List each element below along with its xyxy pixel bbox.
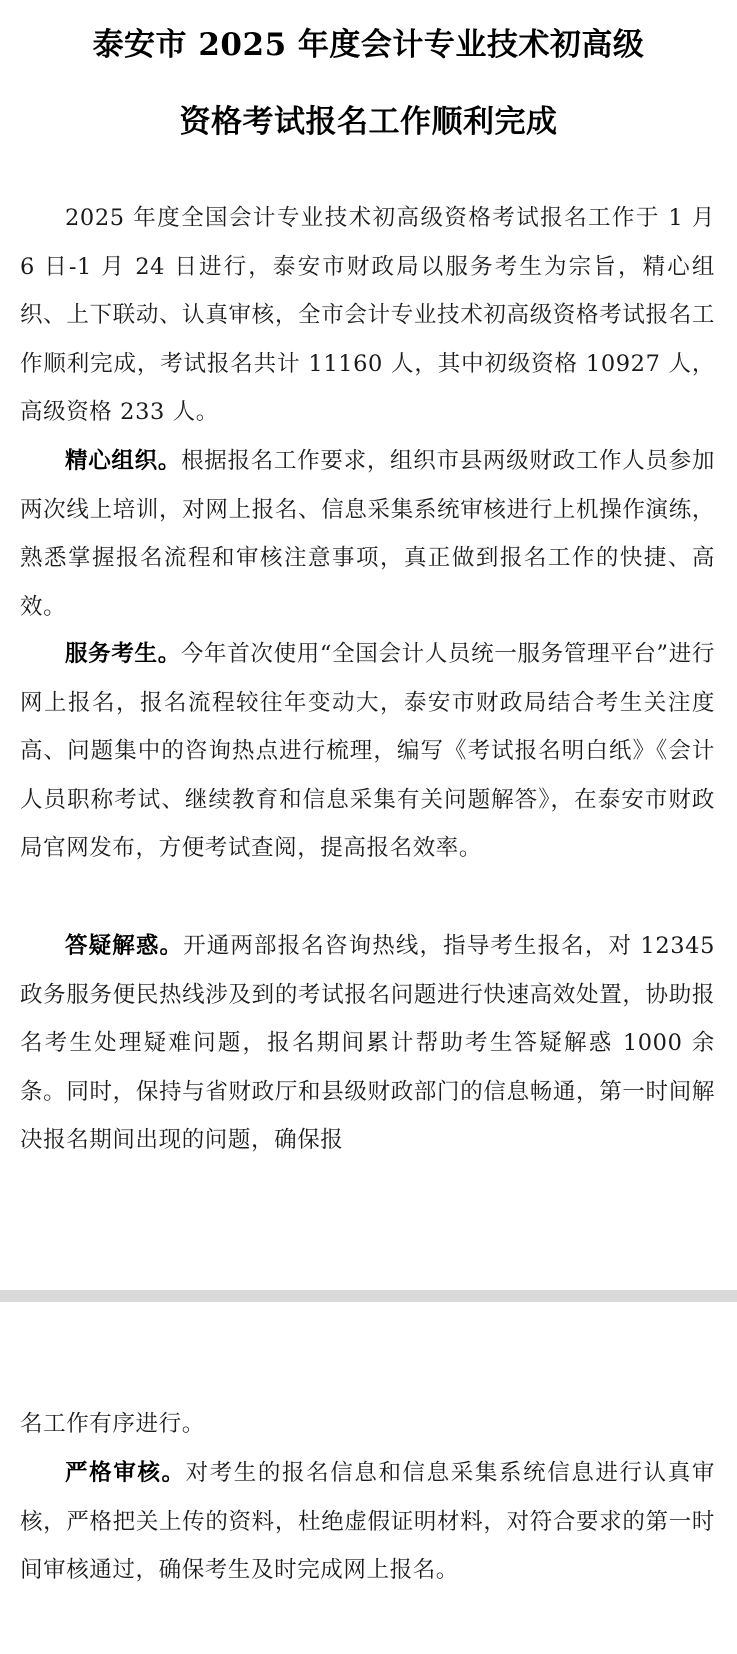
paragraph-service-lead: 服务考生。 <box>65 641 181 667</box>
paragraph-review-lead: 严格审核。 <box>65 1460 186 1486</box>
document-title-line-1: 泰安市 2025 年度会计专业技术初高级 <box>92 27 645 63</box>
paragraph-intro-text: 2025 年度全国会计专业技术初高级资格考试报名工作于 1 月 6 日-1 月 24 日进行，泰安市财政局以服务考生为宗旨，精心组织、上下联动、认真审核，全市会计专业技术初高级资格考试报名工作顺利完成，考试报名共计 11160 人，其中初级资格 10927 人，高级资格 233 人。 <box>20 205 715 425</box>
paragraph-review <box>20 1449 715 1595</box>
paragraph-review-text: 对考生的报名信息和信息采集系统信息进行认真审核，严格把关上传的资料，杜绝虚假证明材料，对符合要求的第一时间审核通过，确保考生及时完成网上报名。 <box>20 1460 715 1583</box>
paragraph-organization <box>20 437 715 631</box>
paragraph-answering <box>20 922 715 1165</box>
document-title-line-2: 资格考试报名工作顺利完成 <box>179 104 558 140</box>
paragraph-service-text: 今年首次使用“全国会计人员统一服务管理平台”进行网上报名，报名流程较往年变动大，泰安市财政局结合考生关注度高、问题集中的咨询热点进行梳理，编写《考试报名明白纸》《会计人员职称考试、继续教育和信息采集有关问题解答》，在泰安市财政局官网发布，方便考试查阅，提高报名效率。 <box>20 641 715 861</box>
paragraph-organization-text: 根据报名工作要求，组织市县两级财政工作人员参加两次线上培训，对网上报名、信息采集系统审核进行上机操作演练，熟悉掌握报名流程和审核注意事项，真正做到报名工作的快捷、高效。 <box>20 448 715 620</box>
paragraph-answering-text: 开通两部报名咨询热线，指导考生报名，对 12345 政务服务便民热线涉及到的考试报名问题进行快速高效处置，协助报名考生处理疑难问题，报名期间累计帮助考生答疑解惑 1000 余条。同时，保持与省财政厅和县级财政部门的信息畅通，第一时间解决报名期间出现的问题，确保报 <box>20 933 715 1153</box>
paragraph-intro <box>20 194 715 437</box>
paragraph-answering-continued-text: 名工作有序进行。 <box>20 1411 205 1437</box>
paragraph-answering-continued <box>20 1400 715 1449</box>
paragraph-answering-lead: 答疑解惑。 <box>65 933 184 959</box>
paragraph-service <box>20 630 715 873</box>
paragraph-organization-lead: 精心组织。 <box>65 448 182 474</box>
page-separator <box>0 1290 737 1302</box>
